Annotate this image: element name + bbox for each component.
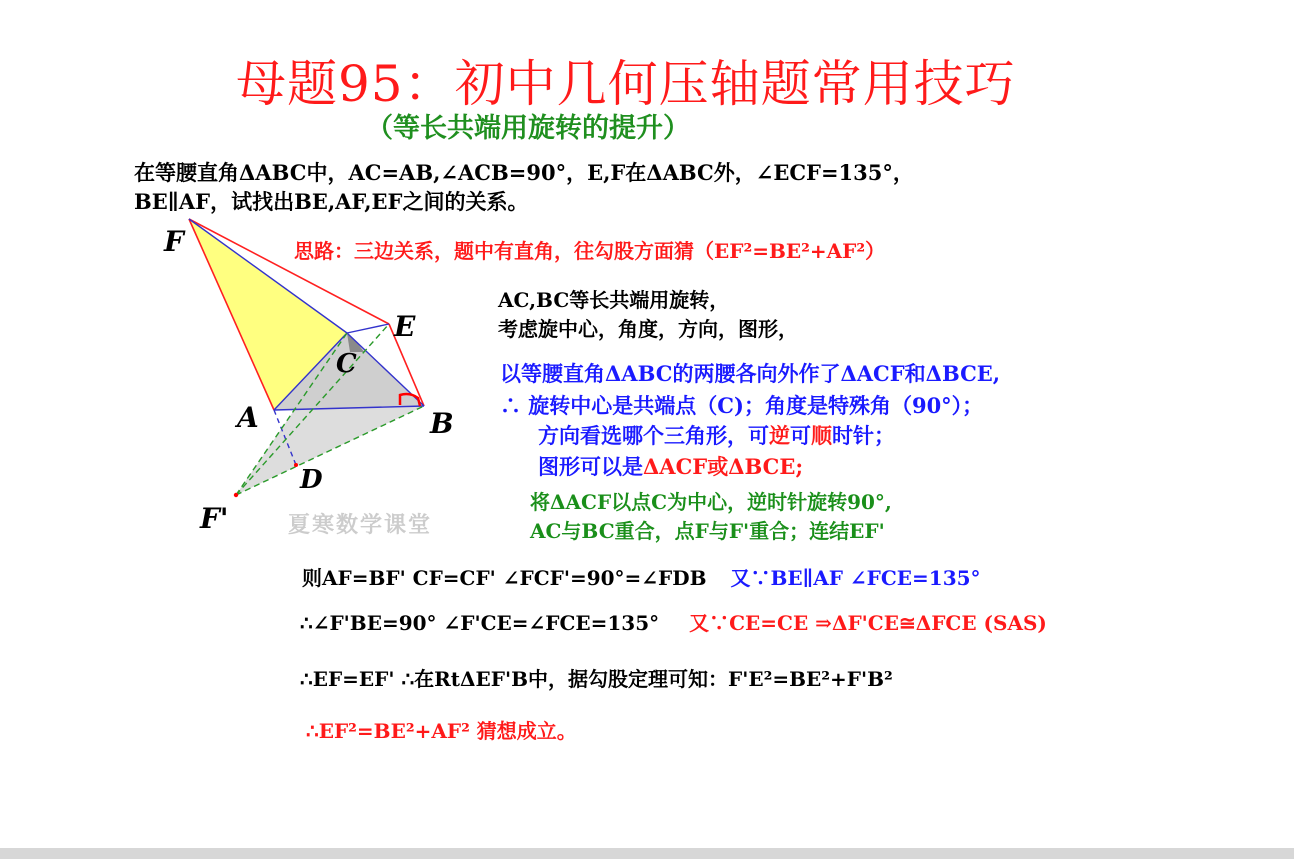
green-line-2: AC与BC重合，点F与F'重合；连结EF' [530, 519, 885, 543]
line-CE [347, 324, 389, 333]
rotation-line-3: 方向看选哪个三角形，可逆可顺时针； [538, 423, 895, 448]
label-F: F [164, 225, 184, 258]
point-D [294, 463, 298, 467]
label-A: A [237, 401, 259, 434]
label-C: C [336, 349, 357, 379]
point-F2 [234, 493, 238, 497]
label-B: B [430, 407, 454, 440]
label-F-prime: F' [200, 502, 229, 535]
page-subtitle: （等长共端用旋转的提升） [366, 113, 690, 144]
rotation-line-4: 图形可以是ΔACF或ΔBCE; [538, 454, 804, 479]
rotation-line-2: ∴ 旋转中心是共端点（C)；角度是特殊角（90°）； [500, 393, 984, 418]
label-E: E [394, 310, 416, 343]
green-line-1: 将ΔACF以点C为中心，逆时针旋转90°, [530, 490, 892, 514]
rotation-line-1: 以等腰直角ΔABC的两腰各向外作了ΔACF和ΔBCE, [500, 361, 1001, 386]
analysis-line-2: 考虑旋中心，角度，方向，图形， [498, 317, 798, 341]
analysis-line-1: AC,BC等长共端用旋转， [498, 288, 730, 312]
watermark: 夏寒数学课堂 [288, 512, 433, 538]
step-4: ∴EF²=BE²+AF² 猜想成立。 [306, 719, 577, 743]
hint-text: 思路：三边关系，题中有直角，往勾股方面猜（EF²=BE²+AF²） [294, 239, 886, 263]
problem-line-1: 在等腰直角ΔABC中，AC=AB,∠ACB=90°，E,F在ΔABC外，∠ECF=135°， [134, 160, 914, 185]
step-3: ∴EF=EF' ∴在RtΔEF'B中，据勾股定理可知：F'E²=BE²+F'B² [300, 667, 893, 691]
problem-line-2: BE∥AF，试找出BE,AF,EF之间的关系。 [134, 189, 529, 214]
bottom-scrollbar[interactable] [0, 848, 1294, 859]
step-2: ∴∠F'BE=90° ∠F'CE=∠FCE=135° 又∵CE=CE ⇒ΔF'CE≅ΔFCE (SAS) [300, 611, 1047, 635]
page-title: 母题95：初中几何压轴题常用技巧 [236, 55, 1016, 113]
label-D: D [300, 465, 323, 495]
step-1: 则AF=BF' CF=CF' ∠FCF'=90°=∠FDB 又∵BE∥AF ∠FCE=135° [302, 566, 981, 590]
